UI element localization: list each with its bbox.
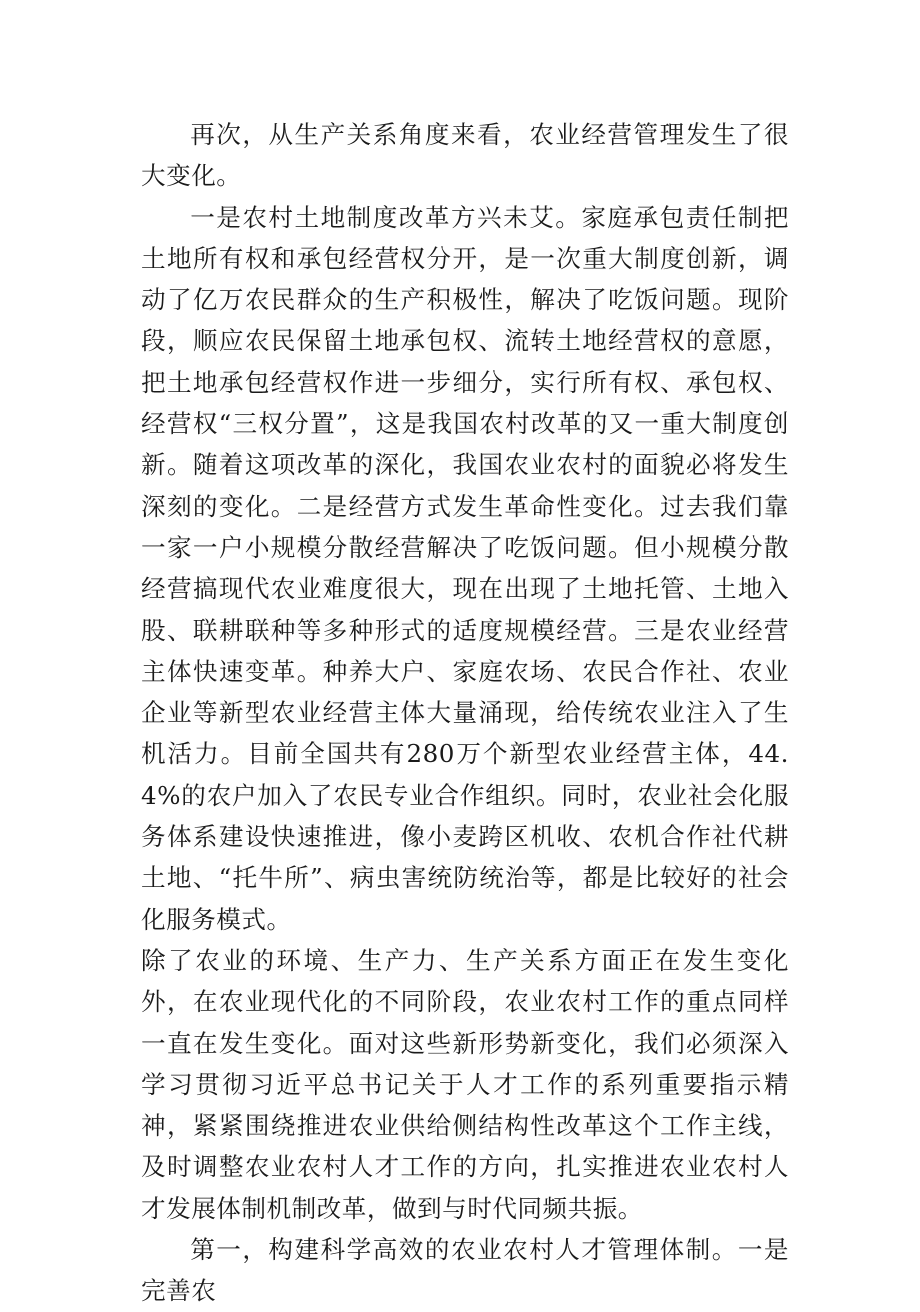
paragraph-land-reform: 一是农村土地制度改革方兴未艾。家庭承包责任制把土地所有权和承包经营权分开，是一次重大制度创新，调动了亿万农民群众的生产积极性，解决了吃饭问题。现阶段，顺应农民保留土地承包权、流转土地经营权的意愿，把土地承包经营权作进一步细分，实行所有权、承包权、经营权“三权分置”，这是我国农村改革的又一重大制度创新。随着这项改革的深化，我国农业农村的面貌必将发生深刻的变化。二是经营方式发生革命性变化。过去我们靠一家一户小规模分散经营解决了吃饭问题。但小规模分散经营搞现代农业难度很大，现在出现了土地托管、土地入股、联耕联种等多种形式的适度规模经营。三是农业经营主体快速变革。种养大户、家庭农场、农民合作社、农业企业等新型农业经营主体大量涌现，给传统农业注入了生机活力。目前全国共有280万个新型农业经营主体，44.4%的农户加入了农民专业合作组织。同时，农业社会化服务体系建设快速推进，像小麦跨区机收、农机合作社代耕土地、“托牛所”、病虫害统防统治等，都是比较好的社会化服务模式。 xyxy=(141,202,789,934)
paragraph-production-relations: 再次，从生产关系角度来看，农业经营管理发生了很大变化。 xyxy=(141,120,789,191)
paragraph-talent-work: 除了农业的环境、生产力、生产关系方面正在发生变化外，在农业现代化的不同阶段，农业农村工作的重点同样一直在发生变化。面对这些新形势新变化，我们必须深入学习贯彻习近平总书记关于人才工作的系列重要指示精神，紧紧围绕推进农业供给侧结构性改革这个工作主线，及时调整农业农村人才工作的方向，扎实推进农业农村人才发展体制机制改革，做到与时代同频共振。 xyxy=(141,945,789,1223)
paragraph-first-point: 第一，构建科学高效的农业农村人才管理体制。一是完善农 xyxy=(141,1235,789,1306)
document-body xyxy=(141,114,789,1312)
